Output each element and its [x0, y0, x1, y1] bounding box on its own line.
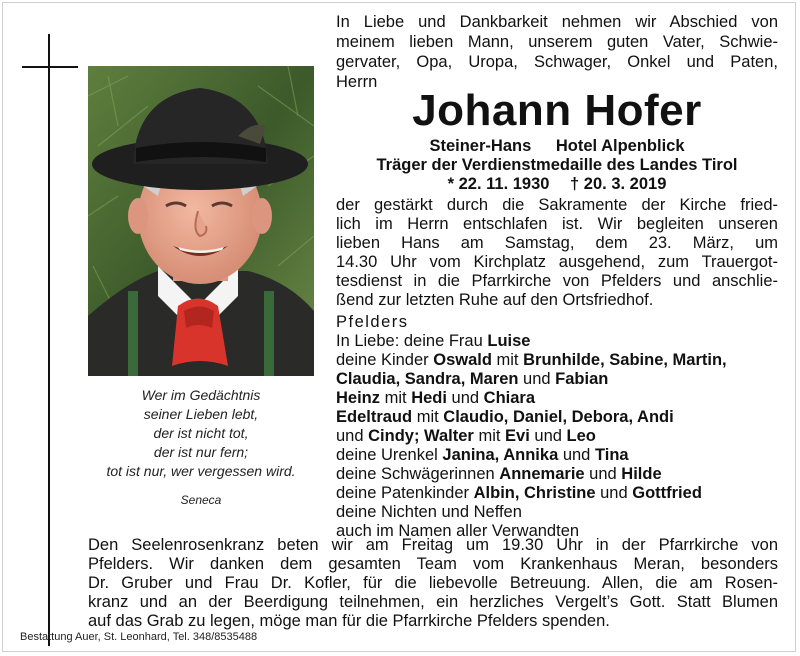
family-nieces-nephews: deine Nichten und Neffen [336, 503, 522, 521]
family-children: deine Kinder Oswald mit Brunhilde, Sabine, Martin, [336, 351, 727, 369]
honor: Träger der Verdienstmedaille des Landes Tirol [376, 156, 738, 174]
quote-line: seiner Lieben lebt, [143, 406, 259, 422]
family-wife: In Liebe: deine Frau Luise [336, 332, 531, 350]
memorial-quote [88, 386, 314, 510]
family-sisters-in-law: deine Schwägerinnen Annemarie und Hilde [336, 465, 662, 483]
family-godchildren: deine Patenkinder Albin, Christine und Gottfried [336, 484, 702, 502]
deceased-name: Johann Hofer [412, 86, 702, 135]
birth-date: * 22. 11. 1930 [447, 175, 550, 193]
closing-line: Den Seelenrosenkranz beten wir am Freitag um 19.30 Uhr in der Pfarrkirche von [88, 536, 778, 554]
place-name: Pfelders [336, 313, 409, 331]
closing-line: auf das Grab zu legen, möge man für die Pfarrkirche Pfelders spenden. [88, 612, 610, 630]
life-dates [336, 174, 778, 194]
family-children-2: Claudia, Sandra, Maren und Fabian [336, 370, 609, 388]
family-relatives: auch im Namen aller Verwandten [336, 522, 580, 540]
quote-line: tot ist nur, wer vergessen wird. [106, 463, 296, 479]
intro-line: In Liebe und Dankbarkeit nehmen wir Abschied von [336, 13, 778, 31]
nickname: Steiner-Hans [429, 137, 532, 155]
intro-text [336, 12, 778, 92]
nickname-hotel [336, 136, 778, 156]
notice-line: der gestärkt durch die Sakramente der Kirche fried- [336, 196, 778, 214]
funeral-home-info: Bestattung Auer, St. Leonhard, Tel. 348/8535488 [20, 631, 258, 643]
quote-line: der ist nicht tot, [153, 425, 249, 441]
family-list [336, 332, 778, 541]
notice-line: tesdienst in die Pfarrkirche von Pfelders und anschlie- [336, 272, 778, 290]
closing-line: Dr. Gruber und Frau Dr. Kofler, für die liebevolle Betreuung. Allen, die am Rosen- [88, 574, 778, 592]
family-heinz: Heinz mit Hedi und Chiara [336, 389, 536, 407]
family-great-grandchildren: deine Urenkel Janina, Annika und Tina [336, 446, 629, 464]
notice-line: ßend zur letzten Ruhe auf den Ortsfriedhof. [336, 291, 654, 309]
quote-line: Wer im Gedächtnis [141, 387, 261, 403]
quote-author: Seneca [180, 493, 222, 507]
closing-line: kranz und an der Beerdigung teilnehmen, ein herzliches Vergelt’s Gott. Statt Blumen [88, 593, 778, 611]
quote-line: der ist nur fern; [153, 444, 249, 460]
notice-line: lieben Hans am Samstag, dem 23. März, um [336, 234, 778, 252]
closing-text [88, 536, 778, 631]
intro-line: Herrn [336, 73, 378, 91]
family-edeltraud: Edeltraud mit Claudio, Daniel, Debora, Andi [336, 408, 674, 426]
hotel: Hotel Alpenblick [555, 137, 685, 155]
notice-line: 14.30 Uhr vom Kirchplatz ausgehend, zum Trauergot- [336, 253, 778, 271]
family-cindy-walter: und Cindy; Walter mit Evi und Leo [336, 427, 596, 445]
intro-line: gervater, Opa, Uropa, Schwager, Onkel und Paten, [336, 53, 778, 71]
death-notice [336, 196, 778, 541]
closing-line: Pfelders. Wir danken dem gesamten Team vom Krankenhaus Meran, besonders [88, 555, 778, 573]
intro-line: meinem lieben Mann, unserem guten Vater, Schwie- [336, 33, 778, 51]
notice-line: lich im Herrn entschlafen ist. Wir begleiten unseren [336, 215, 778, 233]
death-date: † 20. 3. 2019 [570, 175, 667, 193]
portrait-photo [88, 66, 314, 376]
